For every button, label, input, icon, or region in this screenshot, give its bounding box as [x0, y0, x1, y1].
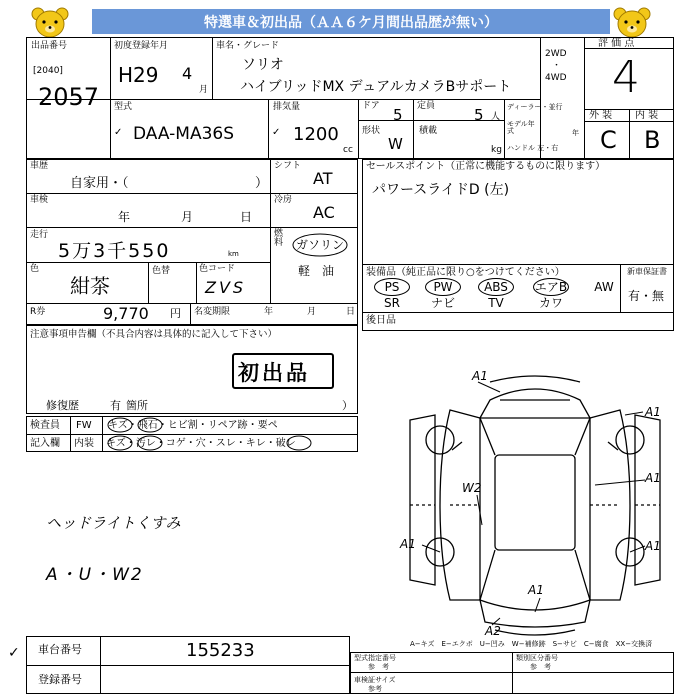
rear-seat-label: 後日品: [366, 315, 396, 326]
displacement-value: 1200: [293, 124, 339, 145]
equipment-item: PS: [374, 278, 410, 296]
aircon-value: AC: [313, 203, 335, 222]
score-label: 評 価 点: [598, 38, 635, 49]
name-change-day: 日: [346, 307, 356, 317]
mileage-label: 走行: [30, 230, 49, 240]
inspection-year-unit: 年: [118, 210, 131, 224]
dmg-mark-right-rear: A1: [645, 539, 661, 553]
color-value: 紺茶: [70, 274, 110, 298]
drive-4wd: 4WD: [545, 73, 567, 83]
lot-number: 2057: [38, 83, 100, 111]
exterior-score: C: [600, 126, 617, 154]
model-label: 型式: [114, 102, 133, 112]
interior-score: B: [644, 126, 661, 154]
mileage-unit: km: [228, 250, 239, 258]
history-close: ）: [255, 176, 269, 191]
color-code-label: 色コード: [199, 264, 236, 274]
inspection-day-unit: 日: [240, 210, 253, 224]
first-listing-stamp-text: 初出品: [238, 361, 310, 385]
int-label: 内装: [74, 438, 94, 449]
registration-year: H29: [118, 63, 159, 87]
interior-label: 内 装: [635, 110, 659, 121]
exterior-label: 外 装: [589, 110, 613, 121]
shape-value: W: [388, 135, 403, 153]
displacement-unit: cc: [343, 145, 353, 155]
dmg-mark-right-door: A1: [645, 471, 661, 485]
reg-number-label: 登録番号: [38, 673, 82, 686]
load-label: 積載: [419, 126, 438, 136]
header-title: 特選車＆初出品（ＡＡ６ケ月間出品歴が無い）: [204, 15, 498, 31]
lot-sub-number: [2040]: [33, 66, 63, 76]
registration-cert-size-label: 車検証サイズ: [354, 676, 396, 684]
type-designation-ref: 参 考: [368, 663, 389, 671]
equipment-item: ナビ: [430, 296, 455, 310]
color-code: ZVS: [205, 278, 247, 297]
recycle-value: 9,770: [103, 304, 149, 323]
color-label: 色: [30, 264, 40, 274]
shift-label: シフト: [274, 161, 302, 171]
name-change-year: 年: [264, 307, 274, 317]
chassis-value: 155233: [186, 640, 255, 661]
dmg-mark-rear-bumper: A2: [485, 624, 501, 638]
sales-point-label: セールスポイント（正常に機能するものに限ります）: [366, 161, 606, 172]
history-value: 自家用・（: [70, 176, 129, 191]
model-check: ✓: [114, 127, 123, 138]
lot-label: 出品番号: [31, 41, 68, 51]
chassis-label: 車台番号: [38, 643, 82, 656]
registration-month: 4: [182, 64, 193, 83]
chassis-check: ✓: [8, 645, 20, 661]
inspector-label1: 検査員: [30, 420, 60, 431]
inspector-circles: [100, 416, 360, 452]
int-text: キズ・汚レ・コゲ・穴・スレ・キレ・破レ: [106, 438, 296, 449]
dmg-mark-left-rear: A1: [400, 537, 416, 551]
name-change-label: 名変期限: [194, 307, 231, 317]
category-number-ref: 参 考: [530, 663, 551, 671]
model-year-label: モデル年式: [507, 120, 535, 135]
repair-close: ）: [342, 399, 353, 412]
fuel-diesel: 軽 油: [298, 264, 335, 278]
drive-2wd: 2WD: [545, 49, 567, 59]
notes-label: 注意事項申告欄（不具合内容は具体的に記入して下さい）: [30, 329, 278, 340]
history-label: 車歴: [30, 161, 49, 171]
dmg-mark-front: A1: [472, 369, 488, 383]
equipment-item: AW: [594, 280, 614, 294]
equipment-item: TV: [488, 296, 504, 310]
doors-value: 5: [393, 106, 403, 124]
inspection-label: 車検: [30, 195, 49, 205]
car-diagram: [400, 370, 670, 640]
recycle-label: R券: [30, 307, 46, 317]
recycle-unit: 円: [170, 307, 181, 320]
handle-label: ハンドル 左・右: [507, 144, 559, 152]
drive-dot: ・: [552, 61, 562, 71]
color-change-label: 色替: [152, 266, 171, 276]
registration-month-unit: 月: [199, 85, 209, 95]
warranty-value: 有・無: [628, 289, 665, 303]
equipment-item: カワ: [538, 296, 563, 310]
registration-label: 初度登録年月: [114, 41, 169, 51]
shape-label: 形状: [362, 126, 381, 136]
top-frame: [26, 37, 674, 159]
type-designation-label: 型式指定番号: [354, 654, 396, 662]
score-value: 4: [612, 52, 640, 103]
doors-label: ドア: [362, 101, 380, 111]
dmg-mark-right-front: A1: [645, 405, 661, 419]
car-grade: ハイブリッドMX デュアルカメラBサポート: [240, 79, 512, 95]
car-name: ソリオ: [242, 57, 284, 73]
mileage-value: 5万3千550: [58, 240, 171, 262]
remark-line1: ヘッドライトくすみ: [46, 514, 181, 532]
dealer-label: ディーラー・並行: [507, 103, 563, 111]
repair-value: 有: [110, 399, 121, 412]
model-year-unit: 年: [572, 129, 579, 137]
inspector-label2: 記入欄: [30, 438, 60, 449]
aircon-label: 冷房: [274, 195, 293, 205]
displacement-label: 排気量: [273, 102, 301, 112]
dmg-mark-roof: W2: [462, 481, 482, 495]
damage-legend: A−キズ E−エクボ U−凹み W−補修跡 S−サビ C−腐食 XX−交換済: [410, 640, 653, 648]
fuel-gasoline: ガソリン: [296, 238, 345, 252]
fuel-label: 燃料: [274, 229, 284, 248]
fuel-circle: [290, 232, 350, 258]
equipment-item: エアB: [534, 280, 568, 294]
capacity-unit: 人: [491, 112, 501, 122]
model-value: DAA-MA36S: [133, 124, 235, 144]
car-name-label: 車名・グレード: [216, 41, 280, 51]
load-unit: kg: [491, 145, 502, 155]
category-number-label: 類別区分番号: [516, 654, 558, 662]
fw-label: FW: [76, 420, 92, 431]
repair-label: 修復歴: [46, 399, 79, 412]
shift-value: AT: [313, 169, 333, 188]
warranty-label: 新車保証書: [627, 267, 667, 276]
name-change-month: 月: [307, 307, 317, 317]
dmg-mark-rear: A1: [528, 583, 544, 597]
equipment-item: SR: [384, 296, 400, 310]
fw-text: キズ・飛石・ヒビ割・リペア跡・要ペ: [108, 420, 278, 431]
remark-line2: A・U・W2: [46, 565, 144, 585]
capacity-value: 5: [474, 106, 484, 124]
equipment-item: PW: [425, 278, 461, 296]
capacity-label: 定員: [417, 101, 436, 111]
repair-unit: 箇所: [126, 399, 148, 412]
reference-label: 参考: [368, 685, 382, 693]
equipment-item: ABS: [478, 278, 514, 296]
inspection-month-unit: 月: [181, 210, 194, 224]
sales-point-value: パワースライドD (左): [372, 182, 510, 198]
displacement-check: ✓: [272, 127, 281, 138]
equipment-label: 装備品（純正品に限り○をつけてください）: [366, 267, 565, 278]
